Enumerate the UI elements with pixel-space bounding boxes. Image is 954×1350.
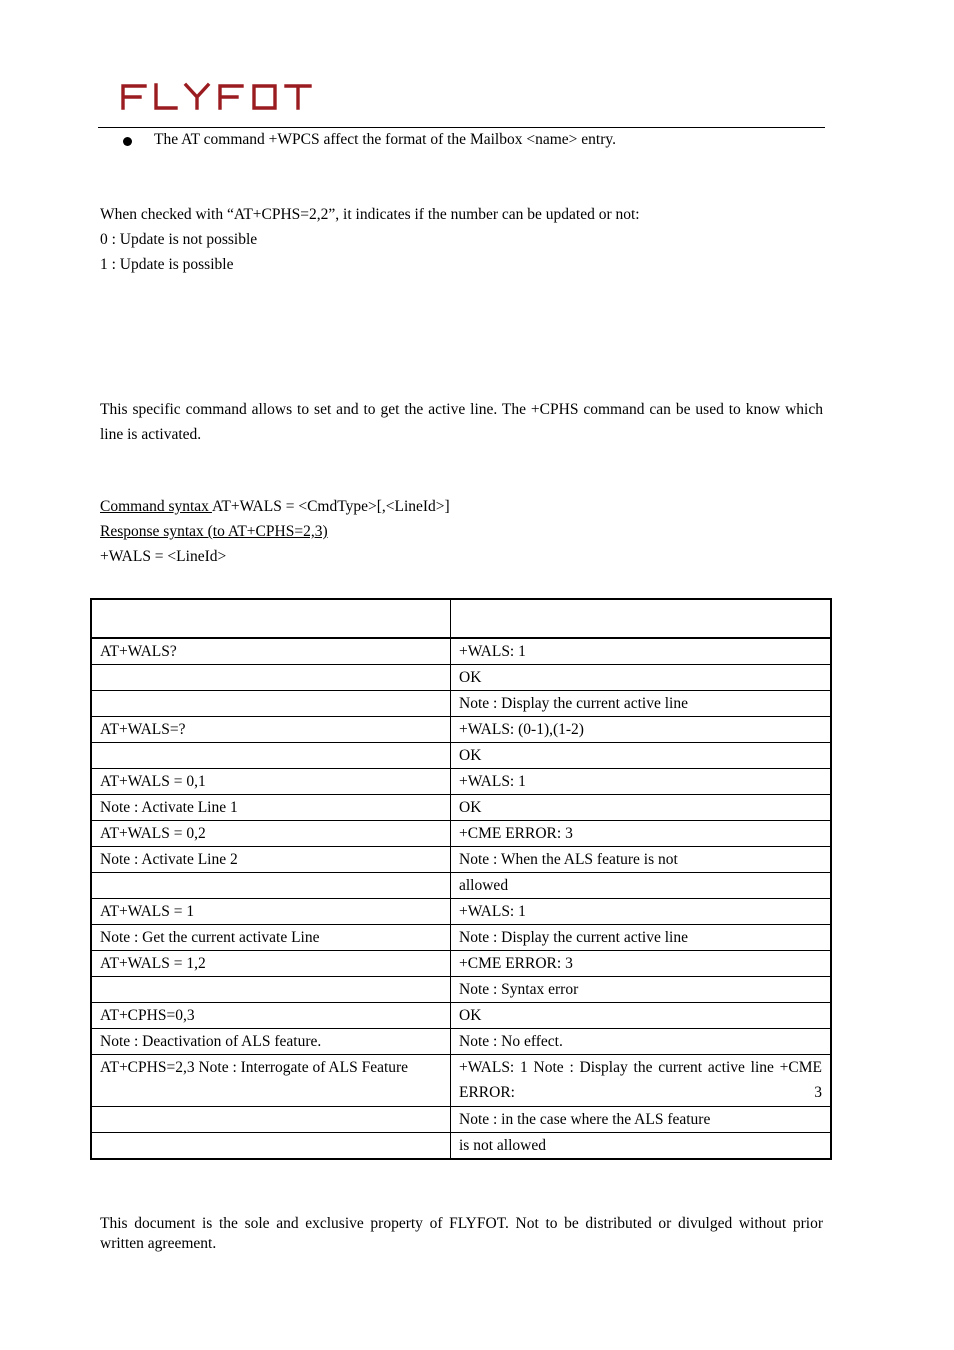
command-syntax-value: AT+WALS = <CmdType>[,<LineId>] [211, 498, 450, 515]
bullet-icon [123, 137, 132, 146]
table-cell-command: AT+CPHS=0,3 [91, 1003, 451, 1029]
table-cell-response: +WALS: 1 Note : Display the current active line +CME ERROR: 3 [451, 1055, 832, 1107]
table-cell-command: AT+WALS? [91, 638, 451, 665]
table-cell-command [91, 977, 451, 1003]
table-cell-command: Note : Activate Line 2 [91, 847, 451, 873]
table-row [91, 743, 831, 769]
check-value-0: 0 : Update is not possible [100, 231, 258, 248]
table-header-command [91, 599, 451, 638]
table-cell-response: +WALS: 1 [451, 638, 832, 665]
footer-disclaimer: This document is the sole and exclusive property of FLYFOT. Not to be distributed or divulged without prior written agreement. [100, 1215, 823, 1252]
table-cell-command: AT+CPHS=2,3 Note : Interrogate of ALS Feature [91, 1055, 451, 1107]
response-syntax-label: Response syntax (to AT+CPHS=2,3) [100, 523, 328, 540]
header-rule [98, 127, 825, 128]
table-row [91, 977, 831, 1003]
table-row [91, 769, 831, 795]
table-cell-response: +WALS: (0-1),(1-2) [451, 717, 832, 743]
table-row [91, 873, 831, 899]
table-cell-response: Note : When the ALS feature is not [451, 847, 832, 873]
check-value-1: 1 : Update is possible [100, 256, 234, 273]
table-cell-response: Note : Syntax error [451, 977, 832, 1003]
table-cell-command [91, 1107, 451, 1133]
table-row [91, 691, 831, 717]
response-syntax-value: +WALS = <LineId> [100, 548, 227, 565]
table-row [91, 717, 831, 743]
table-row [91, 821, 831, 847]
table-row [91, 951, 831, 977]
table-cell-command [91, 1133, 451, 1160]
check-intro: When checked with “AT+CPHS=2,2”, it indicates if the number can be updated or not: [100, 206, 640, 223]
table-cell-command [91, 691, 451, 717]
table-cell-response: +CME ERROR: 3 [451, 821, 832, 847]
table-row [91, 899, 831, 925]
table-row [91, 1107, 831, 1133]
table-cell-response: Note : No effect. [451, 1029, 832, 1055]
table-cell-command: Note : Deactivation of ALS feature. [91, 1029, 451, 1055]
table-cell-response: OK [451, 795, 832, 821]
table-cell-command: Note : Get the current activate Line [91, 925, 451, 951]
table-cell-command [91, 665, 451, 691]
table-cell-response: OK [451, 743, 832, 769]
table-cell-response: OK [451, 1003, 832, 1029]
table-row [91, 1029, 831, 1055]
table-cell-command: AT+WALS = 0,2 [91, 821, 451, 847]
table-row [91, 1055, 831, 1107]
command-table [90, 598, 832, 1160]
table-row [91, 925, 831, 951]
command-syntax-line [100, 498, 450, 516]
table-row [91, 847, 831, 873]
table-cell-command: AT+WALS = 1 [91, 899, 451, 925]
table-cell-response: is not allowed [451, 1133, 832, 1160]
bullet-text: The AT command +WPCS affect the format of the Mailbox <name> entry. [154, 131, 616, 148]
table-cell-command: Note : Activate Line 1 [91, 795, 451, 821]
table-row [91, 795, 831, 821]
table-cell-command: AT+WALS = 1,2 [91, 951, 451, 977]
command-syntax-label: Command syntax [100, 498, 212, 515]
table-cell-response: Note : in the case where the ALS feature [451, 1107, 832, 1133]
table-cell-response: +CME ERROR: 3 [451, 951, 832, 977]
table-cell-command: AT+WALS=? [91, 717, 451, 743]
flyfot-logo-image [120, 80, 312, 114]
description-paragraph: This specific command allows to set and to get the active line. The +CPHS command can be used to know which line is activated. [100, 401, 823, 443]
table-header-row [91, 599, 831, 638]
table-cell-command [91, 743, 451, 769]
table-row [91, 665, 831, 691]
table-cell-command: AT+WALS = 0,1 [91, 769, 451, 795]
table-cell-response: Note : Display the current active line [451, 925, 832, 951]
table-row [91, 638, 831, 665]
table-cell-response: Note : Display the current active line [451, 691, 832, 717]
table-row [91, 1133, 831, 1160]
table-cell-response: OK [451, 665, 832, 691]
table-row [91, 1003, 831, 1029]
table-cell-response: allowed [451, 873, 832, 899]
table-cell-response: +WALS: 1 [451, 769, 832, 795]
table-header-response [451, 599, 832, 638]
table-cell-response: +WALS: 1 [451, 899, 832, 925]
table-cell-command [91, 873, 451, 899]
flyfot-logo [120, 80, 312, 114]
